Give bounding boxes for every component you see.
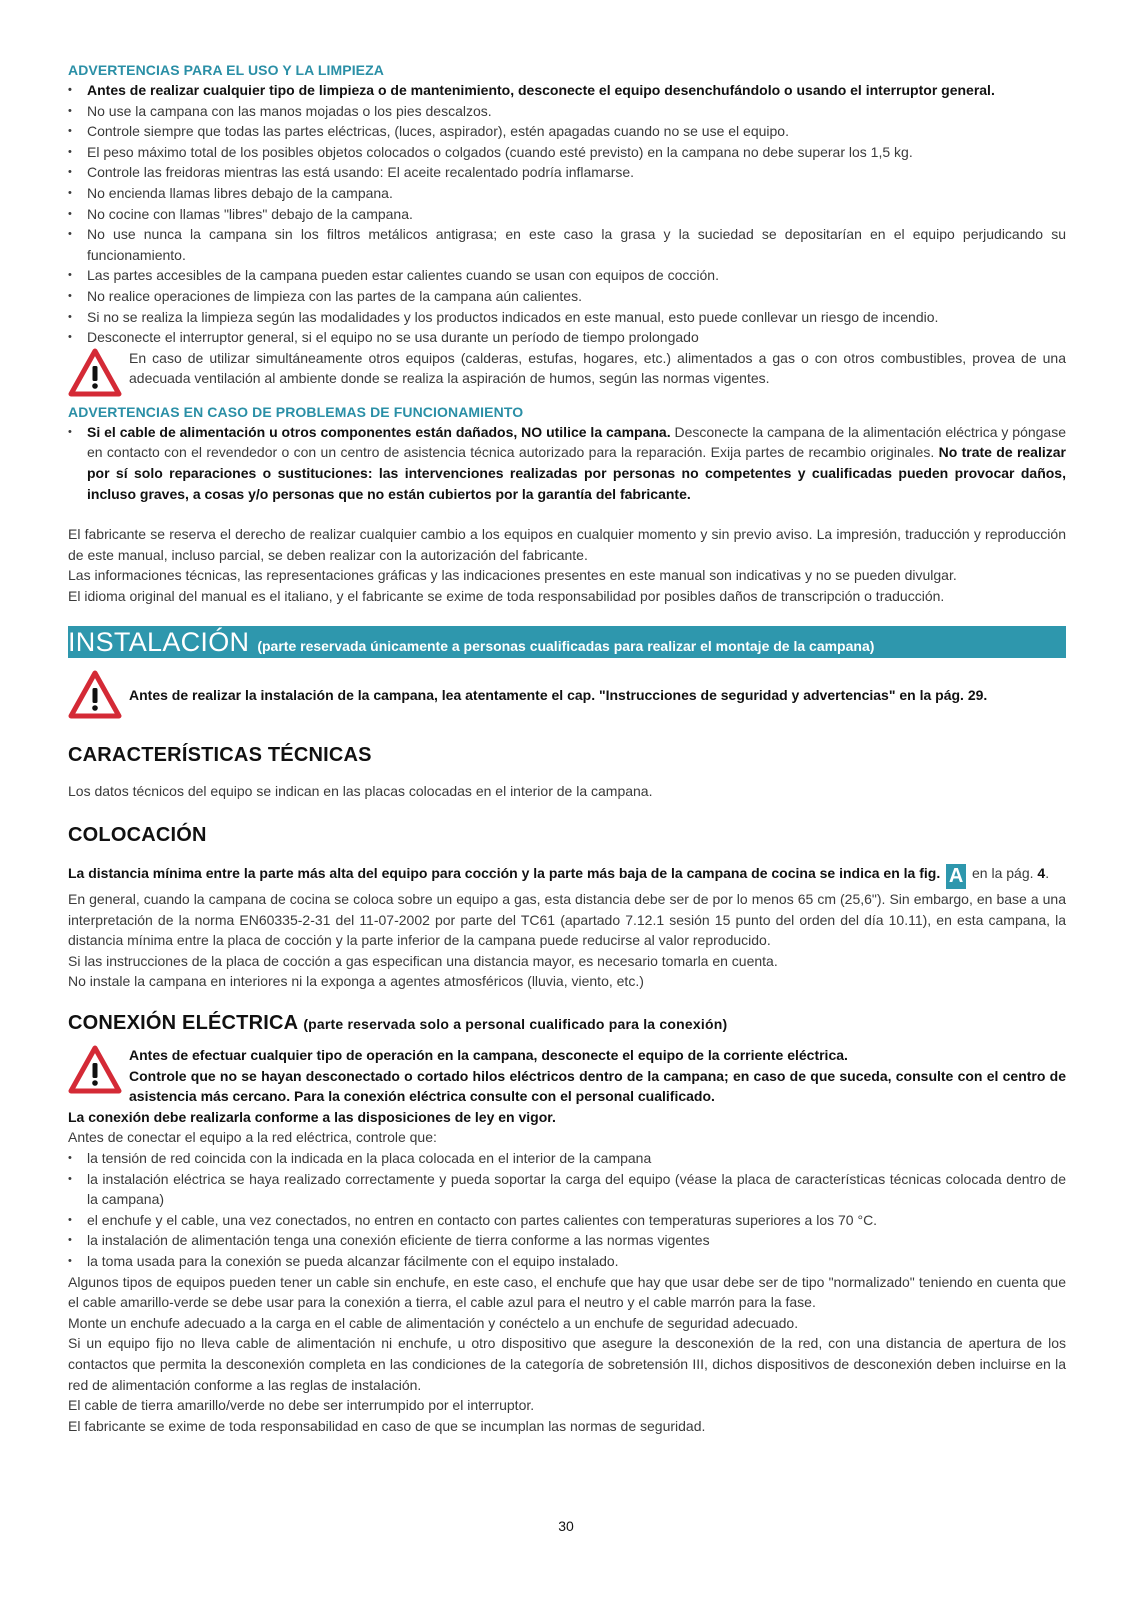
placement-after-page: .	[1045, 865, 1050, 882]
list-item: • la toma usada para la conexión se pueda alcanzar fácilmente con el equipo instalado.	[68, 1251, 1066, 1272]
disclaimer-p3: El idioma original del manual es el italiano, y el fabricante se exime de toda responsabilidad por posibles daños de transcripción o traducción.	[68, 587, 945, 604]
installation-subtitle: (parte reservada únicamente a personas cualificadas para realizar el montaje de la campana)	[257, 638, 875, 655]
page-number: 30	[558, 1518, 574, 1534]
section-title-problems: ADVERTENCIAS EN CASO DE PROBLEMAS DE FUNCIONAMIENTO	[68, 403, 524, 420]
page-content	[68, 62, 1066, 1436]
page-ref: 4	[1037, 865, 1046, 882]
list-item: • la instalación de alimentación tenga una conexión eficiente de tierra conforme a las normas vigentes	[68, 1230, 1066, 1251]
list-item: • el enchufe y el cable, una vez conectados, no entren en contacto con partes calientes con temperaturas superiores a los 70 °C.	[68, 1210, 1066, 1231]
gas-warning	[68, 348, 1066, 398]
list-item: • Las partes accesibles de la campana pueden estar calientes cuando se usan con equipos de cocción.	[68, 265, 1066, 286]
section-title-placement: COLOCACIÓN	[68, 824, 207, 847]
installation-warning	[68, 670, 1066, 720]
list-item: • No encienda llamas libres debajo de la campana.	[68, 183, 1066, 204]
list-item: • la instalación eléctrica se haya realizado correctamente y pueda soportar la carga del equipo (véase la placa de características técnicas colocada dentro de la campana)	[68, 1169, 1066, 1210]
damaged-cable-warning: Si el cable de alimentación u otros componentes están dañados, NO utilice la campana.	[87, 423, 671, 440]
disclaimer-p2: Las informaciones técnicas, las representaciones gráficas y las indicaciones presentes en este manual son indicativas y no se pueden divulgar.	[68, 567, 957, 584]
placement-p3: No instale la campana en interiores ni la exponga a agentes atmosféricos (lluvia, viento, etc.)	[68, 973, 644, 990]
electrical-p5: El fabricante se exime de toda responsabilidad en caso de que se incumplan las normas de seguridad.	[68, 1417, 706, 1434]
electrical-title: CONEXIÓN ELÉCTRICA	[68, 1012, 298, 1035]
no-repairs-warning: No trate de realizar por sí solo reparaciones o sustituciones: las intervenciones realizadas por personas no competentes y cualificadas pueden provocar daños, incluso graves, a cosas y/o personas que no están cubiertos por la garantía del fabricante.	[87, 444, 1066, 502]
electrical-warn2: Controle que no se hayan desconectado o cortado hilos eléctricos dentro de la campana; en caso de que suceda, consulte con el centro de asistencia más cercano. Para la conexión eléctrica consulte con el personal cualificado.	[129, 1067, 1066, 1105]
list-item: • No cocine con llamas "libres" debajo de la campana.	[68, 204, 1066, 225]
disclaimer-p1: El fabricante se reserva el derecho de realizar cualquier cambio a los equipos en cualquier momento y sin previo aviso. La impresión, traducción y reproducción de este manual, incluso parcial, se deben realizar con la autorización del fabricante.	[68, 526, 1066, 563]
list-item: • No realice operaciones de limpieza con las partes de la campana aún calientes.	[68, 286, 1066, 307]
placement-bold: La distancia mínima entre la parte más alta del equipo para cocción y la parte más baja de la campana de cocina se indica en la fig.	[68, 865, 941, 882]
electrical-law: La conexión debe realizarla conforme a las disposiciones de ley en vigor.	[68, 1108, 556, 1125]
placement-p2: Si las instrucciones de la placa de cocción a gas especifican una distancia mayor, es necesario tomarla en cuenta.	[68, 952, 778, 969]
installation-title: INSTALACIÓN	[68, 627, 250, 658]
list-item: • No use la campana con las manos mojadas o los pies descalzos.	[68, 101, 1066, 122]
placement-after-badge: en la pág.	[968, 865, 1038, 882]
installation-warning-text: Antes de realizar la instalación de la campana, lea atentamente el cap. "Instrucciones de seguridad y advertencias" en la pág. 29.	[129, 687, 988, 704]
electrical-p4: El cable de tierra amarillo/verde no debe ser interrumpido por el interruptor.	[68, 1397, 535, 1414]
electrical-p3: Si un equipo fijo no lleva cable de alimentación ni enchufe, u otro dispositivo que asegure la desconexión de la red, con una distancia de apertura de los contactos que permita la desconexión completa en las condiciones de la categoría de sobretensión III, dichos dispositivos de desconexión deben incluirse en la red de alimentación conforme a las reglas de instalación.	[68, 1335, 1066, 1393]
list-item: • No use nunca la campana sin los filtros metálicos antigrasa; en este caso la grasa y la suciedad se depositarían en el equipo perjudicando su funcionamiento.	[68, 224, 1066, 265]
electrical-p1: Algunos tipos de equipos pueden tener un cable sin enchufe, en este caso, el enchufe que hay que usar debe ser de tipo "normalizado" teniendo en cuenta que el cable amarillo-verde se debe usar para la conexión a tierra, el cable azul para el neutro y el cable marrón para la fase.	[68, 1273, 1066, 1311]
list-item: • Antes de realizar cualquier tipo de limpieza o de mantenimiento, desconecte el equipo desenchufándolo o usando el interruptor general.	[68, 80, 1066, 101]
warning-triangle-icon	[68, 670, 122, 720]
section-title-electrical	[68, 1012, 1066, 1035]
problems-list	[68, 422, 1066, 504]
section-title-tech: CARACTERÍSTICAS TÉCNICAS	[68, 744, 372, 767]
disconnect-text: Desconecte la campana de la alimentación eléctrica y póngase en contacto con el revendedor o con un centro de asistencia técnica autorizado para la reparación. Exija partes de recambio originales.	[87, 423, 1067, 461]
figure-badge: A	[946, 864, 966, 889]
electrical-intro: Antes de conectar el equipo a la red eléctrica, controle que:	[68, 1129, 437, 1146]
warning-triangle-icon	[68, 1045, 122, 1095]
list-item: • Si no se realiza la limpieza según las modalidades y los productos indicados en este manual, esto puede conllevar un riesgo de incendio.	[68, 307, 1066, 328]
electrical-checklist	[68, 1148, 1066, 1272]
placement-p1: En general, cuando la campana de cocina se coloca sobre un equipo a gas, esta distancia debe ser de por lo menos 65 cm (25,6"). Sin embargo, en base a una interpretación de la norma EN60335-2-31 del 11-07-2002 por parte del TC61 (apartado 7.12.1 sesión 15 punto del orden del día 10.11), en esta campana, la distancia mínima entre la placa de cocción y la parte inferior de la campana puede reducirse al valor reproducido.	[68, 891, 1066, 949]
list-item: • El peso máximo total de los posibles objetos colocados o colgados (cuando esté previsto) en la campana no debe superar los 1,5 kg.	[68, 142, 1066, 163]
list-item: • la tensión de red coincida con la indicada en la placa colocada en el interior de la campana	[68, 1148, 1066, 1169]
tech-text: Los datos técnicos del equipo se indican en las placas colocadas en el interior de la campana.	[68, 783, 653, 800]
electrical-warn1: Antes de efectuar cualquier tipo de operación en la campana, desconecte el equipo de la corriente eléctrica.	[129, 1047, 848, 1064]
list-item: • Controle las freidoras mientras las está usando: El aceite recalentado podría inflamarse.	[68, 162, 1066, 183]
warning-triangle-icon	[68, 348, 122, 398]
electrical-p2: Monte un enchufe adecuado a la carga en el cable de alimentación y conéctelo a un enchufe de seguridad adecuado.	[68, 1314, 799, 1331]
gas-warning-text: En caso de utilizar simultáneamente otros equipos (calderas, estufas, hogares, etc.) alimentados a gas o con otros combustibles, provea de una adecuada ventilación al ambiente donde se realiza la aspiración de humos, según las normas vigentes.	[129, 349, 1066, 387]
electrical-subtitle: (parte reservada solo a personal cualificado para la conexión)	[303, 1016, 728, 1033]
list-item: • Controle siempre que todas las partes eléctricas, (luces, aspirador), estén apagadas cuando no se use el equipo.	[68, 121, 1066, 142]
use-cleaning-list	[68, 80, 1066, 348]
electrical-warning	[68, 1045, 1066, 1107]
electrical-warning-text	[129, 1045, 1066, 1107]
disclaimer	[68, 524, 1066, 606]
list-item: • Desconecte el interruptor general, si el equipo no se usa durante un período de tiempo prolongado	[68, 327, 1066, 348]
installation-header	[68, 626, 1066, 658]
placement-intro	[68, 863, 1066, 889]
list-item	[68, 422, 1066, 504]
section-title-use-cleaning: ADVERTENCIAS PARA EL USO Y LA LIMPIEZA	[68, 62, 384, 78]
